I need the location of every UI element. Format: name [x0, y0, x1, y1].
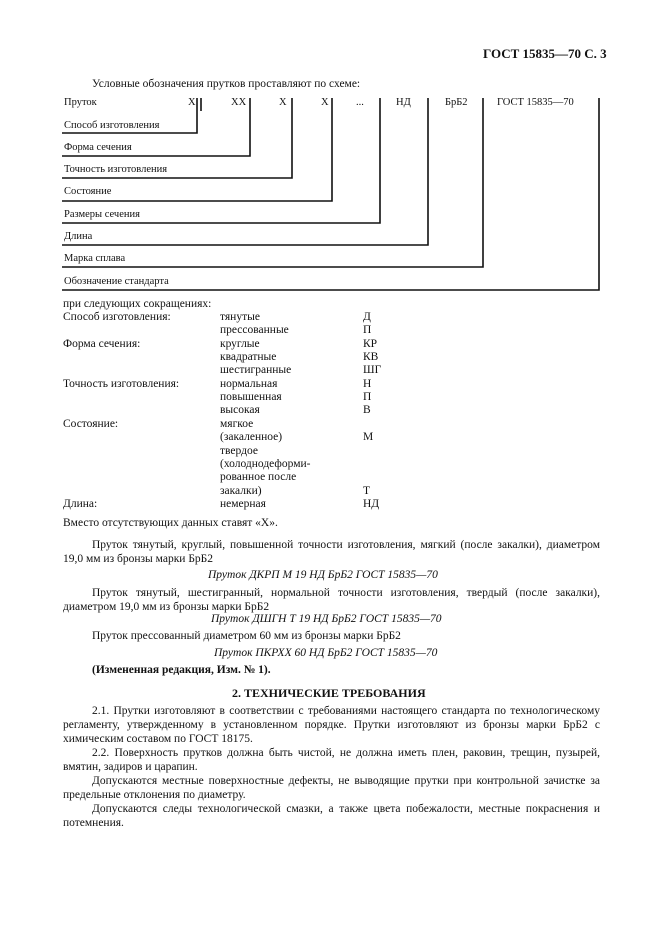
abbreviation-category: Форма сечения: — [63, 337, 141, 350]
scheme-lead-label: Пруток — [64, 97, 97, 108]
missing-data-note: Вместо отсутствующих данных ставят «Х». — [63, 517, 278, 529]
abbreviation-description: закалки) — [220, 484, 262, 497]
scheme-intro: Условные обозначения прутков проставляют по схеме: — [92, 78, 361, 90]
scheme-label-8: Обозначение стандарта — [64, 276, 169, 287]
abbreviation-description: рованное после — [220, 471, 297, 484]
section-paragraph-3: Допускаются местные поверхностные дефекты, не выводящие прутки при контрольной зачистке за предельные отклонения по диаметру. — [63, 775, 600, 801]
scheme-label-2: Форма сечения — [64, 142, 132, 153]
example-2-designation: Пруток ДШГН Т 19 НД БрБ2 ГОСТ 15835—70 — [211, 613, 442, 625]
abbreviation-description: прессованные — [220, 324, 289, 337]
abbreviation-category: Состояние: — [63, 417, 119, 430]
scheme-label-1: Способ изготовления — [64, 120, 160, 131]
page-header: ГОСТ 15835—70 С. 3 — [483, 46, 607, 61]
scheme-label-6: Длина — [64, 231, 93, 242]
abbreviation-category: Точность изготовления: — [63, 377, 180, 390]
abbreviation-code: КВ — [363, 351, 379, 364]
scheme-field-2: ХХ — [231, 97, 247, 108]
scheme-label-7: Марка сплава — [64, 253, 126, 264]
example-3-designation: Пруток ПКРХХ 60 НД БрБ2 ГОСТ 15835—70 — [214, 647, 438, 659]
scheme-field-8: ГОСТ 15835—70 — [497, 97, 574, 108]
section-paragraph-1: 2.1. Прутки изготовляют в соответствии с требованиями настоящего стандарта по технологическому регламенту, утвержденному в установленном порядке. Прутки изготовляют из бронзы марки БрБ2 с химическим составом по ГОСТ 18175. — [63, 705, 600, 745]
abbreviation-code: Н — [363, 377, 372, 390]
abbreviation-description: тянутые — [220, 311, 260, 323]
abbreviation-code: Д — [363, 311, 371, 323]
abbreviation-code: В — [363, 404, 371, 417]
abbreviation-code: П — [363, 391, 372, 404]
abbreviations-title: при следующих сокращениях: — [63, 298, 212, 310]
abbreviation-description: (холоднодеформи- — [220, 457, 311, 470]
scheme-field-7: БрБ2 — [445, 97, 468, 108]
scheme-field-4: Х — [321, 97, 329, 108]
abbreviation-description: повышенная — [220, 391, 282, 404]
abbreviation-description: твердое — [220, 444, 258, 457]
scheme-separators — [201, 98, 483, 111]
scheme-field-1: Х — [188, 97, 196, 108]
abbreviation-category: Длина: — [63, 497, 98, 510]
scheme-label-3: Точность изготовления — [64, 164, 168, 175]
abbreviation-code: М — [363, 431, 374, 444]
section-paragraph-4: Допускаются следы технологической смазки, а также цвета побежалости, местные покраснения и потемнения. — [63, 803, 600, 829]
scheme-label-4: Состояние — [64, 186, 112, 197]
abbreviation-description: круглые — [220, 337, 260, 350]
abbreviation-code: НД — [363, 497, 380, 510]
abbreviation-code: П — [363, 324, 372, 337]
scheme-label-5: Размеры сечения — [64, 209, 140, 220]
scheme-field-5: ... — [356, 97, 364, 108]
abbreviation-code: ШГ — [363, 364, 382, 377]
abbreviation-description: (закаленное) — [220, 431, 283, 444]
abbreviation-description: немерная — [220, 497, 266, 510]
leader-line-7 — [62, 111, 483, 267]
abbreviation-description: мягкое — [220, 417, 254, 430]
abbreviation-description: нормальная — [220, 377, 278, 390]
abbreviation-description: квадратные — [220, 351, 277, 364]
abbreviation-code: Т — [363, 484, 371, 497]
section-title: 2. ТЕХНИЧЕСКИЕ ТРЕБОВАНИЯ — [232, 686, 426, 700]
abbreviation-category: Способ изготовления: — [63, 311, 171, 323]
abbreviation-description: высокая — [220, 404, 260, 417]
scheme-field-6: НД — [396, 97, 411, 108]
abbreviation-description: шестигранные — [220, 364, 292, 377]
abbreviation-code: КР — [363, 337, 378, 350]
example-1-text: Пруток тянутый, круглый, повышенной точности изготовления, мягкий (после закалки), диаметром 19,0 мм из бронзы марки БрБ2 — [63, 539, 600, 565]
section-paragraph-2: 2.2. Поверхность прутков должна быть чистой, не должна иметь плен, раковин, трещин, пузырей, вмятин, задиров и царапин. — [63, 747, 600, 773]
example-3-text: Пруток прессованный диаметром 60 мм из бронзы марки БрБ2 — [92, 630, 401, 642]
revision-note: (Измененная редакция, Изм. № 1). — [92, 664, 271, 676]
example-2-text: Пруток тянутый, шестигранный, нормальной точности изготовления, твердый (после закалки), диаметром 19,0 мм из бронзы марки БрБ2 — [63, 587, 600, 613]
scheme-field-3: Х — [279, 97, 287, 108]
example-1-designation: Пруток ДКРП М 19 НД БрБ2 ГОСТ 15835—70 — [208, 569, 438, 581]
